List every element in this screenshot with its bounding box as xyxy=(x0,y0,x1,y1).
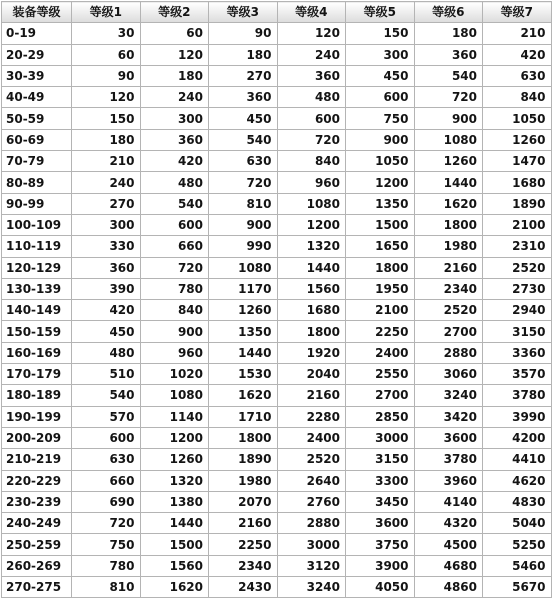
equip-level-range-cell: 50-59 xyxy=(2,108,72,129)
level-5-value-cell: 2850 xyxy=(346,406,415,427)
header-level-4: 等级4 xyxy=(277,2,346,23)
level-2-value-cell: 1380 xyxy=(140,491,209,512)
table-row xyxy=(2,23,552,44)
level-5-value-cell: 2250 xyxy=(346,321,415,342)
level-6-value-cell: 900 xyxy=(414,108,483,129)
equip-level-range-cell: 0-19 xyxy=(2,23,72,44)
header-level-1: 等级1 xyxy=(72,2,141,23)
level-1-value-cell: 570 xyxy=(72,406,141,427)
level-6-value-cell: 3960 xyxy=(414,470,483,491)
level-7-value-cell: 2100 xyxy=(483,214,552,235)
level-6-value-cell: 1980 xyxy=(414,236,483,257)
level-7-value-cell: 420 xyxy=(483,44,552,65)
level-5-value-cell: 4050 xyxy=(346,577,415,598)
level-4-value-cell: 3240 xyxy=(277,577,346,598)
level-3-value-cell: 1350 xyxy=(209,321,278,342)
level-1-value-cell: 750 xyxy=(72,534,141,555)
table-row xyxy=(2,172,552,193)
table-row xyxy=(2,257,552,278)
equipment-level-table xyxy=(1,1,552,598)
level-7-value-cell: 2310 xyxy=(483,236,552,257)
table-row xyxy=(2,513,552,534)
level-1-value-cell: 30 xyxy=(72,23,141,44)
level-1-value-cell: 780 xyxy=(72,555,141,576)
level-5-value-cell: 1500 xyxy=(346,214,415,235)
level-7-value-cell: 4620 xyxy=(483,470,552,491)
level-4-value-cell: 2880 xyxy=(277,513,346,534)
level-3-value-cell: 90 xyxy=(209,23,278,44)
level-7-value-cell: 2940 xyxy=(483,300,552,321)
level-3-value-cell: 2070 xyxy=(209,491,278,512)
level-2-value-cell: 1440 xyxy=(140,513,209,534)
table-row xyxy=(2,321,552,342)
level-2-value-cell: 60 xyxy=(140,23,209,44)
level-1-value-cell: 150 xyxy=(72,108,141,129)
level-7-value-cell: 2520 xyxy=(483,257,552,278)
level-1-value-cell: 690 xyxy=(72,491,141,512)
level-7-value-cell: 630 xyxy=(483,65,552,86)
level-6-value-cell: 4500 xyxy=(414,534,483,555)
level-3-value-cell: 2430 xyxy=(209,577,278,598)
level-1-value-cell: 660 xyxy=(72,470,141,491)
level-7-value-cell: 1680 xyxy=(483,172,552,193)
equip-level-range-cell: 110-119 xyxy=(2,236,72,257)
level-6-value-cell: 2520 xyxy=(414,300,483,321)
level-5-value-cell: 750 xyxy=(346,108,415,129)
level-6-value-cell: 540 xyxy=(414,65,483,86)
level-2-value-cell: 900 xyxy=(140,321,209,342)
level-2-value-cell: 1200 xyxy=(140,427,209,448)
level-1-value-cell: 600 xyxy=(72,427,141,448)
table-row xyxy=(2,449,552,470)
level-4-value-cell: 1080 xyxy=(277,193,346,214)
level-3-value-cell: 990 xyxy=(209,236,278,257)
level-1-value-cell: 210 xyxy=(72,151,141,172)
level-4-value-cell: 1680 xyxy=(277,300,346,321)
level-5-value-cell: 450 xyxy=(346,65,415,86)
level-3-value-cell: 1890 xyxy=(209,449,278,470)
level-3-value-cell: 2340 xyxy=(209,555,278,576)
level-2-value-cell: 780 xyxy=(140,278,209,299)
header-equip-level: 装备等级 xyxy=(2,2,72,23)
level-3-value-cell: 1710 xyxy=(209,406,278,427)
level-2-value-cell: 1560 xyxy=(140,555,209,576)
level-6-value-cell: 2160 xyxy=(414,257,483,278)
level-7-value-cell: 840 xyxy=(483,87,552,108)
level-1-value-cell: 630 xyxy=(72,449,141,470)
level-4-value-cell: 3000 xyxy=(277,534,346,555)
level-2-value-cell: 1320 xyxy=(140,470,209,491)
level-5-value-cell: 1050 xyxy=(346,151,415,172)
level-6-value-cell: 2880 xyxy=(414,342,483,363)
level-2-value-cell: 1020 xyxy=(140,364,209,385)
level-5-value-cell: 150 xyxy=(346,23,415,44)
level-4-value-cell: 240 xyxy=(277,44,346,65)
level-7-value-cell: 1260 xyxy=(483,129,552,150)
level-2-value-cell: 1080 xyxy=(140,385,209,406)
table-row xyxy=(2,44,552,65)
equip-level-range-cell: 160-169 xyxy=(2,342,72,363)
level-4-value-cell: 2160 xyxy=(277,385,346,406)
table-row xyxy=(2,129,552,150)
equip-level-range-cell: 170-179 xyxy=(2,364,72,385)
level-3-value-cell: 1620 xyxy=(209,385,278,406)
header-level-6: 等级6 xyxy=(414,2,483,23)
level-4-value-cell: 3120 xyxy=(277,555,346,576)
level-3-value-cell: 2250 xyxy=(209,534,278,555)
table-row xyxy=(2,65,552,86)
equip-level-range-cell: 140-149 xyxy=(2,300,72,321)
level-5-value-cell: 1800 xyxy=(346,257,415,278)
equip-level-range-cell: 100-109 xyxy=(2,214,72,235)
level-6-value-cell: 2700 xyxy=(414,321,483,342)
level-5-value-cell: 1200 xyxy=(346,172,415,193)
level-7-value-cell: 4410 xyxy=(483,449,552,470)
level-1-value-cell: 60 xyxy=(72,44,141,65)
level-5-value-cell: 3450 xyxy=(346,491,415,512)
table-row xyxy=(2,427,552,448)
level-5-value-cell: 3600 xyxy=(346,513,415,534)
level-3-value-cell: 360 xyxy=(209,87,278,108)
level-2-value-cell: 720 xyxy=(140,257,209,278)
level-2-value-cell: 480 xyxy=(140,172,209,193)
equip-level-range-cell: 40-49 xyxy=(2,87,72,108)
header-level-5: 等级5 xyxy=(346,2,415,23)
level-3-value-cell: 1530 xyxy=(209,364,278,385)
level-3-value-cell: 630 xyxy=(209,151,278,172)
level-4-value-cell: 1800 xyxy=(277,321,346,342)
level-2-value-cell: 300 xyxy=(140,108,209,129)
level-2-value-cell: 840 xyxy=(140,300,209,321)
level-7-value-cell: 5460 xyxy=(483,555,552,576)
level-5-value-cell: 3750 xyxy=(346,534,415,555)
level-7-value-cell: 3570 xyxy=(483,364,552,385)
table-body xyxy=(2,23,552,598)
table-row xyxy=(2,300,552,321)
equip-level-range-cell: 180-189 xyxy=(2,385,72,406)
level-6-value-cell: 1620 xyxy=(414,193,483,214)
level-2-value-cell: 1500 xyxy=(140,534,209,555)
level-5-value-cell: 300 xyxy=(346,44,415,65)
table-row xyxy=(2,236,552,257)
level-7-value-cell: 1890 xyxy=(483,193,552,214)
level-1-value-cell: 720 xyxy=(72,513,141,534)
header-level-2: 等级2 xyxy=(140,2,209,23)
level-6-value-cell: 2340 xyxy=(414,278,483,299)
equip-level-range-cell: 270-275 xyxy=(2,577,72,598)
level-6-value-cell: 4140 xyxy=(414,491,483,512)
level-7-value-cell: 210 xyxy=(483,23,552,44)
header-level-3: 等级3 xyxy=(209,2,278,23)
header-level-7: 等级7 xyxy=(483,2,552,23)
equip-level-range-cell: 240-249 xyxy=(2,513,72,534)
table-row xyxy=(2,108,552,129)
level-1-value-cell: 270 xyxy=(72,193,141,214)
table-row xyxy=(2,470,552,491)
level-6-value-cell: 1800 xyxy=(414,214,483,235)
level-5-value-cell: 1950 xyxy=(346,278,415,299)
equip-level-range-cell: 260-269 xyxy=(2,555,72,576)
level-3-value-cell: 270 xyxy=(209,65,278,86)
level-3-value-cell: 540 xyxy=(209,129,278,150)
level-6-value-cell: 4320 xyxy=(414,513,483,534)
level-6-value-cell: 360 xyxy=(414,44,483,65)
level-3-value-cell: 1170 xyxy=(209,278,278,299)
level-7-value-cell: 3150 xyxy=(483,321,552,342)
equip-level-range-cell: 130-139 xyxy=(2,278,72,299)
level-5-value-cell: 3300 xyxy=(346,470,415,491)
level-4-value-cell: 480 xyxy=(277,87,346,108)
table-header xyxy=(2,2,552,23)
level-6-value-cell: 1260 xyxy=(414,151,483,172)
level-5-value-cell: 2700 xyxy=(346,385,415,406)
equip-level-range-cell: 90-99 xyxy=(2,193,72,214)
level-4-value-cell: 2520 xyxy=(277,449,346,470)
level-2-value-cell: 420 xyxy=(140,151,209,172)
level-5-value-cell: 2550 xyxy=(346,364,415,385)
level-2-value-cell: 600 xyxy=(140,214,209,235)
table-row xyxy=(2,491,552,512)
level-3-value-cell: 180 xyxy=(209,44,278,65)
level-1-value-cell: 390 xyxy=(72,278,141,299)
level-7-value-cell: 3990 xyxy=(483,406,552,427)
table-row xyxy=(2,364,552,385)
level-1-value-cell: 120 xyxy=(72,87,141,108)
level-5-value-cell: 1350 xyxy=(346,193,415,214)
equip-level-range-cell: 120-129 xyxy=(2,257,72,278)
level-4-value-cell: 1920 xyxy=(277,342,346,363)
level-7-value-cell: 3360 xyxy=(483,342,552,363)
level-4-value-cell: 600 xyxy=(277,108,346,129)
level-7-value-cell: 2730 xyxy=(483,278,552,299)
level-2-value-cell: 240 xyxy=(140,87,209,108)
level-7-value-cell: 5670 xyxy=(483,577,552,598)
level-2-value-cell: 540 xyxy=(140,193,209,214)
level-1-value-cell: 300 xyxy=(72,214,141,235)
level-7-value-cell: 4200 xyxy=(483,427,552,448)
level-1-value-cell: 420 xyxy=(72,300,141,321)
level-1-value-cell: 180 xyxy=(72,129,141,150)
level-7-value-cell: 3780 xyxy=(483,385,552,406)
level-4-value-cell: 1560 xyxy=(277,278,346,299)
level-1-value-cell: 240 xyxy=(72,172,141,193)
level-4-value-cell: 2640 xyxy=(277,470,346,491)
level-1-value-cell: 450 xyxy=(72,321,141,342)
level-1-value-cell: 360 xyxy=(72,257,141,278)
level-4-value-cell: 720 xyxy=(277,129,346,150)
level-6-value-cell: 4860 xyxy=(414,577,483,598)
level-6-value-cell: 4680 xyxy=(414,555,483,576)
level-2-value-cell: 1260 xyxy=(140,449,209,470)
level-3-value-cell: 450 xyxy=(209,108,278,129)
level-5-value-cell: 2400 xyxy=(346,342,415,363)
level-1-value-cell: 540 xyxy=(72,385,141,406)
level-7-value-cell: 4830 xyxy=(483,491,552,512)
table-row xyxy=(2,193,552,214)
level-2-value-cell: 1620 xyxy=(140,577,209,598)
level-5-value-cell: 900 xyxy=(346,129,415,150)
level-2-value-cell: 120 xyxy=(140,44,209,65)
equip-level-range-cell: 250-259 xyxy=(2,534,72,555)
level-7-value-cell: 5040 xyxy=(483,513,552,534)
level-5-value-cell: 3000 xyxy=(346,427,415,448)
level-6-value-cell: 1080 xyxy=(414,129,483,150)
table-row xyxy=(2,534,552,555)
level-1-value-cell: 90 xyxy=(72,65,141,86)
table-row xyxy=(2,342,552,363)
level-3-value-cell: 1800 xyxy=(209,427,278,448)
level-6-value-cell: 3780 xyxy=(414,449,483,470)
level-3-value-cell: 1980 xyxy=(209,470,278,491)
equip-level-range-cell: 70-79 xyxy=(2,151,72,172)
equip-level-range-cell: 60-69 xyxy=(2,129,72,150)
level-1-value-cell: 480 xyxy=(72,342,141,363)
equip-level-range-cell: 210-219 xyxy=(2,449,72,470)
level-6-value-cell: 3060 xyxy=(414,364,483,385)
header-row xyxy=(2,2,552,23)
level-4-value-cell: 120 xyxy=(277,23,346,44)
level-4-value-cell: 1320 xyxy=(277,236,346,257)
level-6-value-cell: 1440 xyxy=(414,172,483,193)
level-3-value-cell: 1080 xyxy=(209,257,278,278)
level-6-value-cell: 720 xyxy=(414,87,483,108)
level-3-value-cell: 1260 xyxy=(209,300,278,321)
equip-level-range-cell: 20-29 xyxy=(2,44,72,65)
equip-level-range-cell: 190-199 xyxy=(2,406,72,427)
level-3-value-cell: 900 xyxy=(209,214,278,235)
level-2-value-cell: 660 xyxy=(140,236,209,257)
level-6-value-cell: 3420 xyxy=(414,406,483,427)
level-7-value-cell: 1050 xyxy=(483,108,552,129)
table-row xyxy=(2,406,552,427)
level-4-value-cell: 2040 xyxy=(277,364,346,385)
equip-level-range-cell: 30-39 xyxy=(2,65,72,86)
level-5-value-cell: 1650 xyxy=(346,236,415,257)
level-4-value-cell: 1440 xyxy=(277,257,346,278)
level-4-value-cell: 2760 xyxy=(277,491,346,512)
equip-level-range-cell: 200-209 xyxy=(2,427,72,448)
level-6-value-cell: 180 xyxy=(414,23,483,44)
level-4-value-cell: 840 xyxy=(277,151,346,172)
level-5-value-cell: 3900 xyxy=(346,555,415,576)
table-row xyxy=(2,151,552,172)
level-4-value-cell: 960 xyxy=(277,172,346,193)
level-1-value-cell: 330 xyxy=(72,236,141,257)
level-1-value-cell: 510 xyxy=(72,364,141,385)
level-5-value-cell: 2100 xyxy=(346,300,415,321)
level-4-value-cell: 360 xyxy=(277,65,346,86)
level-3-value-cell: 720 xyxy=(209,172,278,193)
level-2-value-cell: 360 xyxy=(140,129,209,150)
level-5-value-cell: 3150 xyxy=(346,449,415,470)
level-3-value-cell: 810 xyxy=(209,193,278,214)
level-6-value-cell: 3240 xyxy=(414,385,483,406)
equip-level-range-cell: 80-89 xyxy=(2,172,72,193)
table-row xyxy=(2,577,552,598)
level-2-value-cell: 180 xyxy=(140,65,209,86)
level-5-value-cell: 600 xyxy=(346,87,415,108)
level-3-value-cell: 2160 xyxy=(209,513,278,534)
level-4-value-cell: 2400 xyxy=(277,427,346,448)
table-row xyxy=(2,278,552,299)
level-2-value-cell: 960 xyxy=(140,342,209,363)
equip-level-range-cell: 230-239 xyxy=(2,491,72,512)
level-4-value-cell: 2280 xyxy=(277,406,346,427)
level-4-value-cell: 1200 xyxy=(277,214,346,235)
table-row xyxy=(2,87,552,108)
table-row xyxy=(2,214,552,235)
level-1-value-cell: 810 xyxy=(72,577,141,598)
table-row xyxy=(2,385,552,406)
level-7-value-cell: 5250 xyxy=(483,534,552,555)
level-7-value-cell: 1470 xyxy=(483,151,552,172)
level-3-value-cell: 1440 xyxy=(209,342,278,363)
level-2-value-cell: 1140 xyxy=(140,406,209,427)
level-6-value-cell: 3600 xyxy=(414,427,483,448)
table-row xyxy=(2,555,552,576)
equip-level-range-cell: 220-229 xyxy=(2,470,72,491)
equip-level-range-cell: 150-159 xyxy=(2,321,72,342)
